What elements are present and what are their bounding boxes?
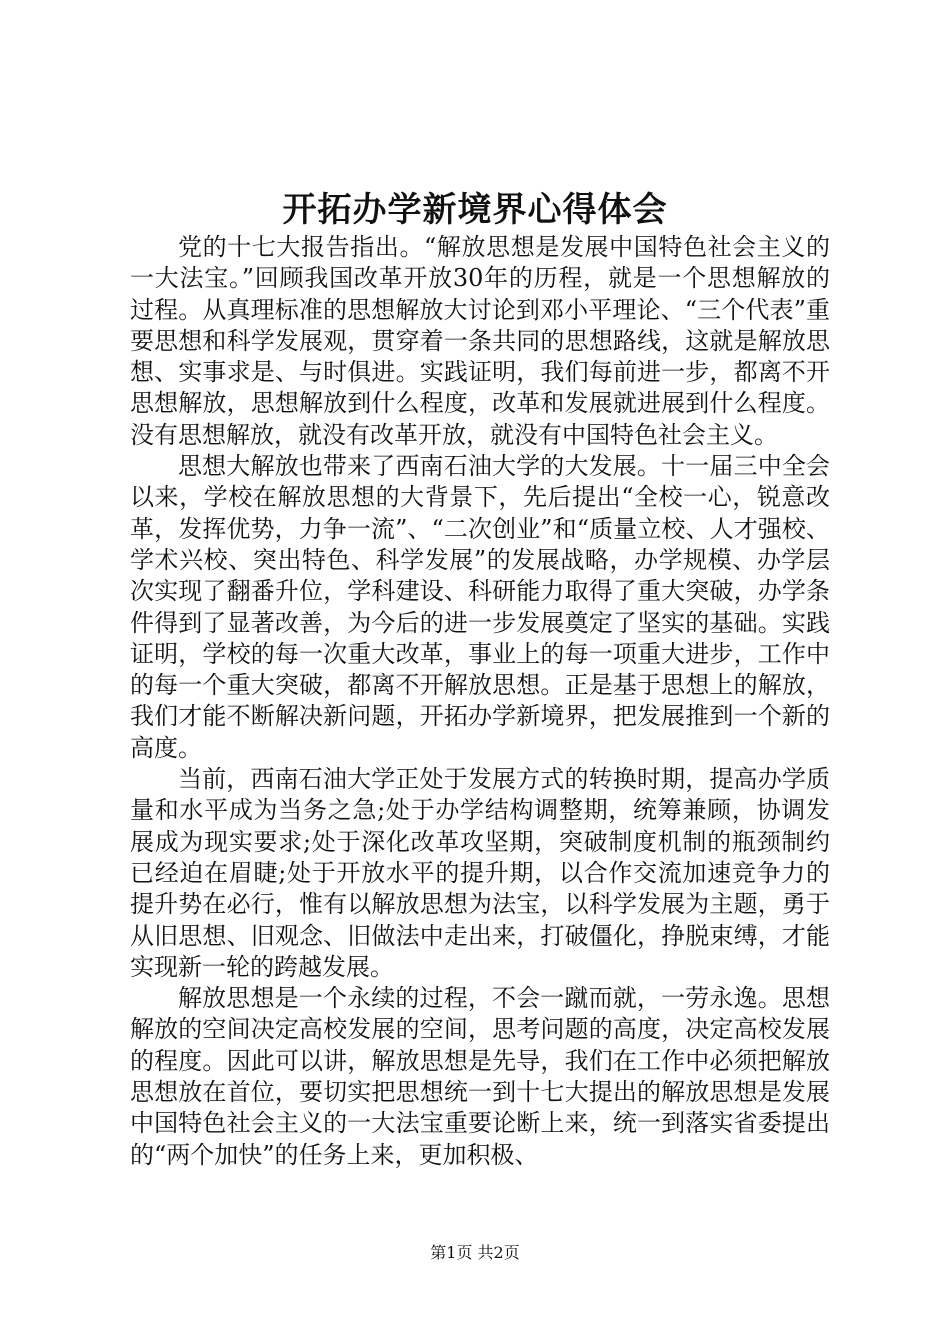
document-title: 开拓办学新境界心得体会 (282, 190, 668, 230)
paragraph-4: 解放思想是一个永续的过程，不会一蹴而就，一劳永逸。思想解放的空间决定高校发展的空间，思考问题的高度，决定高校发展的程度。因此可以讲，解放思想是先导，我们在工作中必须把解放思想放在首位，要切实把思想统一到十七大提出的解放思想是发展中国特色社会主义的一大法宝重要论断上来，统一到落实省委提出的“两个加快”的任务上来，更加积极、 (130, 984, 830, 1169)
page-number-footer: 第1页 共2页 (430, 1243, 520, 1262)
paragraph-2: 思想大解放也带来了西南石油大学的大发展。十一届三中全会以来，学校在解放思想的大背景下，先后提出“全校一心，锐意改革，发挥优势，力争一流”、“二次创业”和“质量立校、人才强校、学术兴校、突出特色、科学发展”的发展战略，办学规模、办学层次实现了翻番升位，学科建设、科研能力取得了重大突破，办学条件得到了显著改善，为今后的进一步发展奠定了坚实的基础。实践证明，学校的每一次重大改革，事业上的每一项重大进步，工作中的每一个重大突破，都离不开解放思想。正是基于思想上的解放，我们才能不断解决新问题，开拓办学新境界，把发展推到一个新的高度。 (130, 452, 830, 762)
document-body (130, 232, 830, 1171)
paragraph-3: 当前，西南石油大学正处于发展方式的转换时期，提高办学质量和水平成为当务之急;处于办学结构调整期，统筹兼顾，协调发展成为现实要求;处于深化改革攻坚期，突破制度机制的瓶颈制约已经迫在眉睫;处于开放水平的提升期，以合作交流加速竞争力的提升势在必行，惟有以解放思想为法宝，以科学发展为主题，勇于从旧思想、旧观念、旧做法中走出来，打破僵化，挣脱束缚，才能实现新一轮的跨越发展。 (130, 765, 830, 981)
paragraph-1: 党的十七大报告指出。“解放思想是发展中国特色社会主义的一大法宝。”回顾我国改革开放30年的历程，就是一个思想解放的过程。从真理标准的思想解放大讨论到邓小平理论、“三个代表”重要思想和科学发展观，贯穿着一条共同的思想路线，这就是解放思想、实事求是、与时俱进。实践证明，我们每前进一步，都离不开思想解放，思想解放到什么程度，改革和发展就进展到什么程度。没有思想解放，就没有改革开放，就没有中国特色社会主义。 (130, 233, 830, 449)
